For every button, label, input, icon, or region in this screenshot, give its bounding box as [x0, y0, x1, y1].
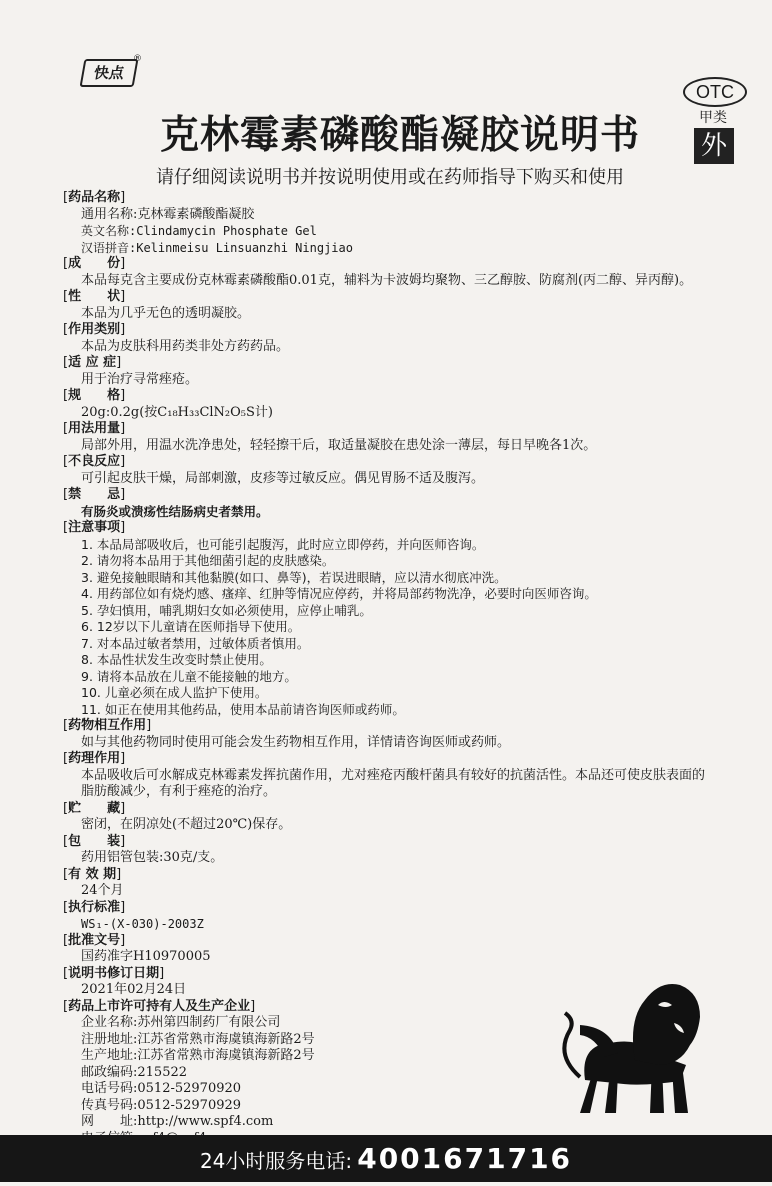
hotline-label: 24小时服务电话:	[199, 1149, 353, 1173]
revision-date-text: 2021年02月24日	[81, 982, 187, 997]
pinyin-name: 汉语拼音:Kelinmeisu Linsuanzhi Ningjiao	[81, 240, 353, 255]
contraindications-text: 有肠炎或溃疡性结肠病史者禁用。	[81, 503, 269, 519]
hotline-number: 4001671716	[357, 1142, 573, 1175]
website: 网 址:http://www.spf4.com	[81, 1114, 274, 1129]
note-item: 1. 本品局部吸收后，也可能引起腹泻，此时应立即停药，并向医师咨询。	[81, 536, 485, 552]
section-head-validity: [ 有 效 期 ]	[63, 867, 713, 884]
adverse-text: 可引起皮肤干燥，局部刺激，皮疹等过敏反应。偶见胃肠不适及腹泻。	[81, 470, 485, 486]
note-item: 2. 请勿将本品用于其他细菌引起的皮肤感染。	[81, 553, 335, 568]
section-head-ingredients: [ 成 份 ]	[63, 256, 713, 273]
section-head-standard: [ 执行标准 ]	[63, 900, 713, 917]
usage-text: 局部外用，用温水洗净患处，轻轻擦干后，取适量凝胶在患处涂一薄层，每日早晚各1次。	[81, 437, 597, 453]
lion-logo-icon	[540, 965, 710, 1115]
note-item: 6. 12岁以下儿童请在医师指导下使用。	[81, 619, 301, 634]
section-head-usage: [ 用法用量 ]	[63, 421, 713, 438]
note-item: 11. 如正在使用其他药品，使用本品前请咨询医师或药师。	[81, 701, 405, 717]
approval-text: 国药准字H10970005	[81, 949, 211, 964]
company-name: 企业名称:苏州第四制药厂有限公司	[81, 1015, 281, 1030]
section-head-appearance: [ 性 状 ]	[63, 289, 713, 306]
standard-text: WS₁-(X-030)-2003Z	[81, 917, 204, 931]
registered-address: 注册地址:江苏省常熟市海虞镇海新路2号	[81, 1031, 315, 1047]
note-item: 4. 用药部位如有烧灼感、瘙痒、红肿等情况应停药，并将局部药物洗净，必要时向医师咨询。	[81, 586, 597, 601]
document-subtitle: 请仔细阅读说明书并按说明使用或在药师指导下购买和使用	[156, 167, 624, 188]
package-text: 药用铝管包装:30克/支。	[81, 850, 224, 865]
category-text: 本品为皮肤科用药类非处方药药品。	[81, 338, 290, 354]
section-head-contraindications: [ 禁 忌 ]	[63, 487, 713, 504]
brand-logo: 快点	[80, 59, 139, 87]
note-item: 7. 对本品过敏者禁用，过敏体质者慎用。	[81, 635, 310, 651]
interaction-text: 如与其他药物同时使用可能会发生药物相互作用，详情请咨询医师或药师。	[81, 734, 511, 750]
ingredients-text: 本品每克含主要成份克林霉素磷酸酯0.01克，辅料为卡波姆均聚物、三乙醇胺、防腐剂(丙二醇、异丙醇)。	[81, 272, 693, 288]
section-body-name	[63, 207, 713, 257]
section-head-company: [ 药品上市许可持有人及生产企业 ]	[63, 999, 713, 1016]
note-item: 9. 请将本品放在儿童不能接触的地方。	[81, 668, 297, 684]
appearance-text: 本品为几乎无色的透明凝胶。	[81, 305, 251, 321]
fax-number: 传真号码:0512-52970929	[81, 1097, 242, 1113]
section-head-interaction: [ 药物相互作用 ]	[63, 718, 713, 735]
document-title: 克林霉素磷酸酯凝胶说明书	[159, 113, 640, 158]
section-head-package: [ 包 装 ]	[63, 834, 713, 851]
external-use-badge: 外	[694, 128, 734, 164]
section-head-pharmacology: [ 药理作用 ]	[63, 751, 713, 768]
production-address: 生产地址:江苏省常熟市海虞镇海新路2号	[81, 1048, 315, 1063]
pharmacology-text: 本品吸收后可水解成克林霉素发挥抗菌作用，尤对痤疮丙酸杆菌具有较好的抗菌活性。本品还可使皮肤表面的脂肪酸减少，有利于痤疮的治疗。	[81, 767, 706, 799]
otc-class-label: 甲类	[699, 110, 727, 126]
section-head-indication: [ 适 应 症 ]	[63, 355, 713, 372]
indication-text: 用于治疗寻常痤疮。	[81, 371, 199, 387]
section-head-approval: [ 批准文号 ]	[63, 933, 713, 950]
section-head-name: [ 药品名称 ]	[63, 190, 713, 207]
section-head-storage: [ 贮 藏 ]	[63, 801, 713, 818]
section-head-spec: [ 规 格 ]	[63, 388, 713, 405]
service-hotline-bar	[0, 1135, 772, 1182]
registered-mark: ®	[133, 54, 142, 64]
note-item: 10. 儿童必须在成人监护下使用。	[81, 685, 268, 700]
storage-text: 密闭，在阴凉处(不超过20℃)保存。	[81, 817, 292, 832]
section-head-category: [ 作用类别 ]	[63, 322, 713, 339]
note-item: 8. 本品性状发生改变时禁止使用。	[81, 652, 272, 667]
otc-badge: OTC	[683, 77, 747, 107]
note-item: 3. 避免接触眼睛和其他黏膜(如口、鼻等)，若误进眼睛，应以清水彻底冲洗。	[81, 569, 507, 585]
phone-number: 电话号码:0512-52970920	[81, 1081, 242, 1096]
postal-code: 邮政编码:215522	[81, 1064, 188, 1080]
generic-name: 通用名称:克林霉素磷酸酯凝胶	[81, 206, 255, 222]
section-head-notes: [ 注意事项 ]	[63, 520, 713, 537]
validity-text: 24个月	[81, 883, 124, 898]
section-head-adverse: [ 不良反应 ]	[63, 454, 713, 471]
spec-text: 20g:0.2g(按C₁₈H₃₃ClN₂O₅S计)	[81, 404, 273, 420]
english-name: 英文名称:Clindamycin Phosphate Gel	[81, 224, 317, 238]
section-head-revision-date: [ 说明书修订日期 ]	[63, 966, 713, 983]
note-item: 5. 孕妇慎用，哺乳期妇女如必须使用，应停止哺乳。	[81, 602, 372, 618]
